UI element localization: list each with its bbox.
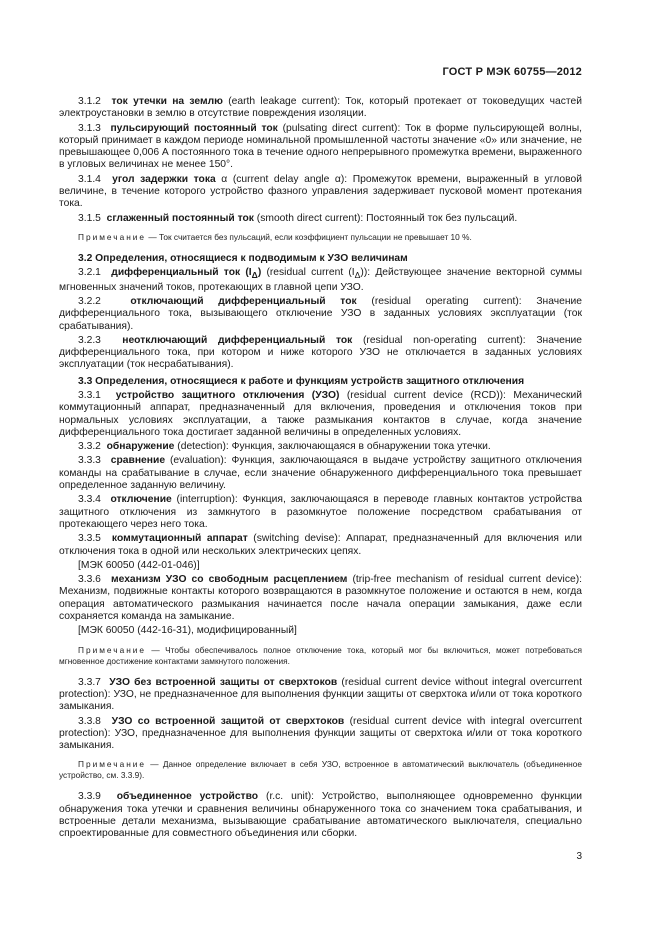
term-part: ) <box>257 267 262 279</box>
clause-3-3-9 <box>59 791 582 840</box>
clause-term: УЗО без встроенной защиты от сверхтоков <box>109 676 338 688</box>
clause-term: УЗО со встроенной защитой от сверхтоков <box>111 715 345 727</box>
clause-3-2-1 <box>59 267 582 294</box>
clause-number: 3.2.3 <box>78 334 101 346</box>
clause-number: 3.1.4 <box>78 173 101 185</box>
note-label: Примечание <box>78 644 147 655</box>
clause-term: сравнение <box>110 455 166 467</box>
note-text: — Ток считается без пульсаций, если коэффициент пульсации не превышает 10 %. <box>146 231 472 242</box>
section-heading-3-3: 3.3 Определения, относящиеся к работе и функциям устройств защитного отключения <box>78 375 525 387</box>
clause-term: объединенное устройство <box>116 791 259 803</box>
clause-3-2-3 <box>59 335 582 372</box>
page-content <box>59 96 582 843</box>
clause-number: 3.3.5 <box>78 533 101 545</box>
clause-term: ток утечки на землю <box>111 96 223 107</box>
standard-header: ГОСТ Р МЭК 60755—2012 <box>442 66 582 78</box>
page-number: 3 <box>576 851 582 862</box>
note-3 <box>59 759 582 781</box>
clause-number: 3.3.2 <box>78 441 101 453</box>
clause-text: (r.c. unit): Устройство, выполняющее одновременно функции обнаружения тока утечки и сравнения величины обнаруженного тока со значением тока срабатывания, и встроенные детали механизма, вызывающие срабатывание автоматического выключателя, специально спроектированные для совместного объединения или сборки. <box>59 791 582 840</box>
clause-term: механизм УЗО со свободным расцеплением <box>111 574 348 586</box>
clause-3-1-2 <box>59 96 582 121</box>
text-subscript: Δ <box>354 270 361 281</box>
note-text: — Данное определение включает в себя УЗО, встроенное в автоматический выключатель (объединенное устройство, см. 3.3.9). <box>59 759 582 781</box>
clause-term: сглаженный постоянный ток <box>106 212 254 224</box>
clause-term: угол задержки тока <box>112 173 216 185</box>
clause-number: 3.1.5 <box>78 212 101 224</box>
clause-number: 3.3.1 <box>78 389 101 401</box>
clause-3-3-2 <box>59 441 582 453</box>
clause-number: 3.3.4 <box>78 494 101 506</box>
clause-3-2-2 <box>59 296 582 333</box>
clause-term: обнаружение <box>106 441 175 453</box>
clause-term: пульсирующий постоянный ток <box>110 122 278 134</box>
clause-text: (pulsating direct current): Ток в форме пульсирующей волны, который принимает в каждом периоде номинальной промышленной частоты значение «0» или значение, не превышающее 0,006 А постоянного тока в течение одного непрерывного промежутка времени, выраженного в угловых величинах не менее 150°. <box>59 122 582 171</box>
clause-3-3-3 <box>59 455 582 492</box>
clause-term <box>111 267 262 281</box>
clause-term: устройство защитного отключения (УЗО) <box>115 389 340 401</box>
term-part: дифференциальный ток (I <box>111 267 252 279</box>
clause-number: 3.2.1 <box>78 267 101 279</box>
note-label: Примечание <box>78 759 147 770</box>
clause-text: (trip-free mechanism of residual current device): Механизм, подвижные контакты которого возвращаются в разомкнутое положение и остаются в нем, когда операция автоматического размыкания начинается после начала операции замыкания, даже если сохраняется команда на замыкание. <box>59 574 582 623</box>
clause-text: (residual current device without integral overcurrent protection): УЗО, не предназначенное для выполнения функции защиты от сверхтока и/или от тока короткого замыкания. <box>59 676 582 713</box>
clause-term: неотключающий дифференциальный ток <box>122 334 353 346</box>
clause-term: отключающий дифференциальный ток <box>130 295 357 307</box>
clause-number: 3.1.3 <box>78 122 101 134</box>
clause-3-3-6 <box>59 574 582 623</box>
clause-text: (earth leakage current): Ток, который протекает от токоведущих частей электроустановки в землю в отсутствие повреждения изоляции. <box>59 96 582 120</box>
clause-text: (smooth direct current): Постоянный ток без пульсаций. <box>253 212 518 224</box>
clause-term: отключение <box>110 494 172 506</box>
clause-text: (residual current device (RCD)): Механический коммутационный аппарат, предназначенный для включения, проведения и отключения токов при нормальных условиях эксплуатации, а также размыкания контактов в случае, когда значение дифференциального тока достигает заданной величины в определенных условиях. <box>59 389 582 438</box>
clause-text: α (current delay angle α): Промежуток времени, выраженный в угловой величине, в течение которого устройство фазного управления задерживает пусковой момент протекания тока. <box>59 173 582 210</box>
clause-3-3-5 <box>59 533 582 558</box>
clause-number: 3.1.2 <box>78 96 101 107</box>
clause-3-1-3 <box>59 123 582 172</box>
clause-text: (switching devise): Аппарат, предназначенный для включения или отключения тока в одной или нескольких электрических цепях. <box>59 533 582 557</box>
reference-1: [МЭК 60050 (442-01-046)] <box>78 559 200 571</box>
clause-number: 3.2.2 <box>78 295 101 307</box>
clause-text: (residual operating current): Значение дифференциального тока, вызывающего отключение УЗО в заданных условиях эксплуатации (ток срабатывания). <box>59 295 583 332</box>
clause-text: (residual non-operating current): Значение дифференциального тока, при котором и ниже которого УЗО не отключается в заданных условиях эксплуатации (ток несрабатывания). <box>59 334 582 371</box>
clause-text: (evaluation): Функция, заключающаяся в выдаче устройству защитного отключения команды на срабатывание в случае, если значение обнаруженного дифференциального тока превышает определенное заданную величину. <box>59 455 582 492</box>
clause-term: коммутационный аппарат <box>111 533 248 545</box>
clause-text: (detection): Функция, заключающаяся в обнаружении тока утечки. <box>174 441 491 453</box>
clause-text: (residual current (I <box>261 267 355 279</box>
note-label: Примечание <box>78 231 147 242</box>
clause-3-3-7 <box>59 677 582 714</box>
note-2 <box>59 645 582 667</box>
clause-3-1-4 <box>59 174 582 211</box>
clause-3-3-8 <box>59 716 582 753</box>
section-heading-3-2: 3.2 Определения, относящиеся к подводимым к УЗО величинам <box>78 252 408 264</box>
clause-3-3-1 <box>59 390 582 439</box>
clause-text: (residual current device with integral overcurrent protection): УЗО, предназначенное для выполнения функции защиты от сверхтока и/или от тока короткого замыкания. <box>59 715 582 752</box>
term-subscript: Δ <box>251 270 258 281</box>
clause-3-3-4 <box>59 494 582 531</box>
clause-number: 3.3.7 <box>78 676 101 688</box>
clause-number: 3.3.9 <box>78 791 101 803</box>
clause-text: )): Действующее значение векторной суммы мгновенных значений токов, протекающих в главной цепи УЗО. <box>59 267 582 293</box>
clause-number: 3.3.6 <box>78 574 101 586</box>
clause-3-1-5 <box>59 213 582 225</box>
note-1 <box>59 232 582 243</box>
clause-number: 3.3.8 <box>78 715 101 727</box>
reference-2: [МЭК 60050 (442-16-31), модифицированный] <box>78 625 297 637</box>
note-text: — Чтобы обеспечивалось полное отключение тока, который мог бы включиться, может потребоваться мгновенное достижение контактами замкнутого положения. <box>59 644 582 666</box>
clause-number: 3.3.3 <box>78 455 101 467</box>
clause-text: (interruption): Функция, заключающаяся в переводе главных контактов устройства защитного отключения из замкнутого в разомкнутое положение посредством срабатывания от протекающего через него тока. <box>59 494 582 530</box>
